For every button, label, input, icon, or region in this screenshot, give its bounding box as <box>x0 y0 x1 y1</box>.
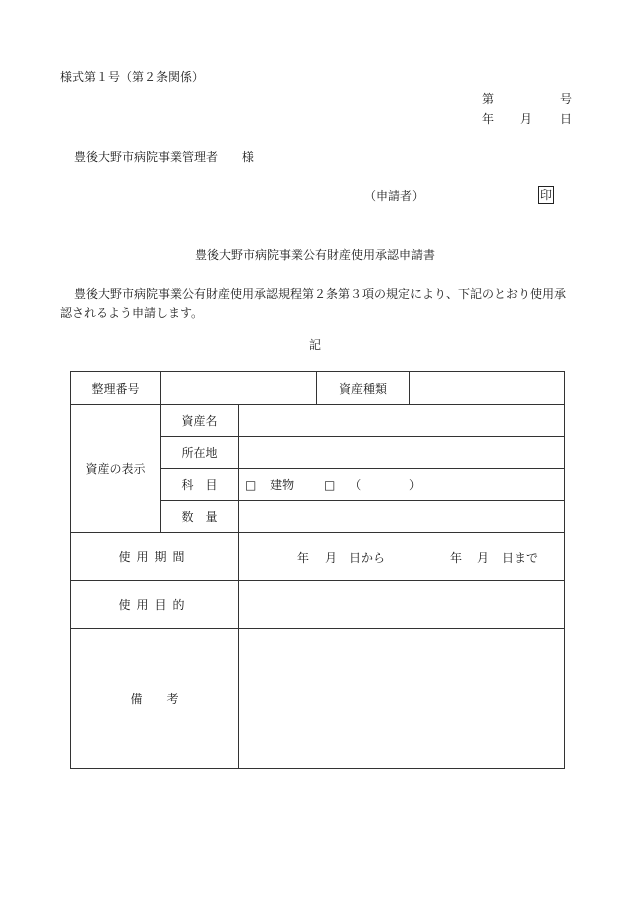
quantity-field[interactable] <box>239 501 565 533</box>
ki-heading: 記 <box>308 338 321 352</box>
other-paren-close: ） <box>409 478 422 492</box>
quantity-label: 数 量 <box>161 501 239 533</box>
application-form-table <box>70 371 565 769</box>
period-to-year: 年 <box>450 551 463 565</box>
asset-type-label: 資産種類 <box>317 372 410 405</box>
table-row <box>71 533 565 581</box>
period-from-month: 月 <box>325 551 338 565</box>
table-row <box>71 581 565 629</box>
number-suffix: 号 <box>559 92 572 106</box>
period-label: 使用期間 <box>71 533 239 581</box>
asset-name-label: 資産名 <box>161 405 239 437</box>
building-option-label: 建物 <box>270 478 295 492</box>
table-row <box>71 372 565 405</box>
purpose-label: 使用目的 <box>71 581 239 629</box>
category-field <box>239 469 565 501</box>
ref-number-label: 整理番号 <box>71 372 161 405</box>
applicant-label: （申請者） <box>364 189 425 203</box>
remarks-label: 備 考 <box>71 629 239 769</box>
location-field[interactable] <box>239 437 565 469</box>
honorific: 様 <box>241 150 254 164</box>
document-number-line <box>482 90 572 107</box>
form-number-tag: 様式第１号（第２条関係） <box>60 70 205 84</box>
period-from-day: 日から <box>349 551 386 565</box>
purpose-field[interactable] <box>239 581 565 629</box>
asset-display-label: 資産の表示 <box>71 405 161 533</box>
addressee-name: 豊後大野市病院事業管理者 <box>74 150 219 164</box>
location-label: 所在地 <box>161 437 239 469</box>
body-paragraph: 豊後大野市病院事業公有財産使用承認規程第２条第３項の規定により、下記のとおり使用承認されるよう申請します。 <box>60 287 567 320</box>
table-row <box>71 405 565 437</box>
checkbox-building[interactable]: □ <box>245 478 257 492</box>
document-title: 豊後大野市病院事業公有財産使用承認申請書 <box>194 248 435 262</box>
date-year: 年 <box>482 112 495 126</box>
number-prefix: 第 <box>482 92 495 106</box>
addressee-line <box>74 148 254 165</box>
period-field <box>239 533 565 581</box>
period-from-year: 年 <box>297 551 310 565</box>
date-month: 月 <box>520 112 533 126</box>
seal-mark: 印 <box>540 188 553 202</box>
period-to-month: 月 <box>477 551 490 565</box>
asset-name-field[interactable] <box>239 405 565 437</box>
other-paren-open: （ <box>349 478 362 492</box>
remarks-field[interactable] <box>239 629 565 769</box>
table-row <box>71 629 565 769</box>
ref-number-field[interactable] <box>161 372 317 405</box>
asset-type-field[interactable] <box>410 372 565 405</box>
period-to-day: 日まで <box>502 551 539 565</box>
date-day: 日 <box>559 112 572 126</box>
document-date-line <box>482 110 572 127</box>
checkbox-other[interactable]: □ <box>324 478 336 492</box>
category-label: 科 目 <box>161 469 239 501</box>
